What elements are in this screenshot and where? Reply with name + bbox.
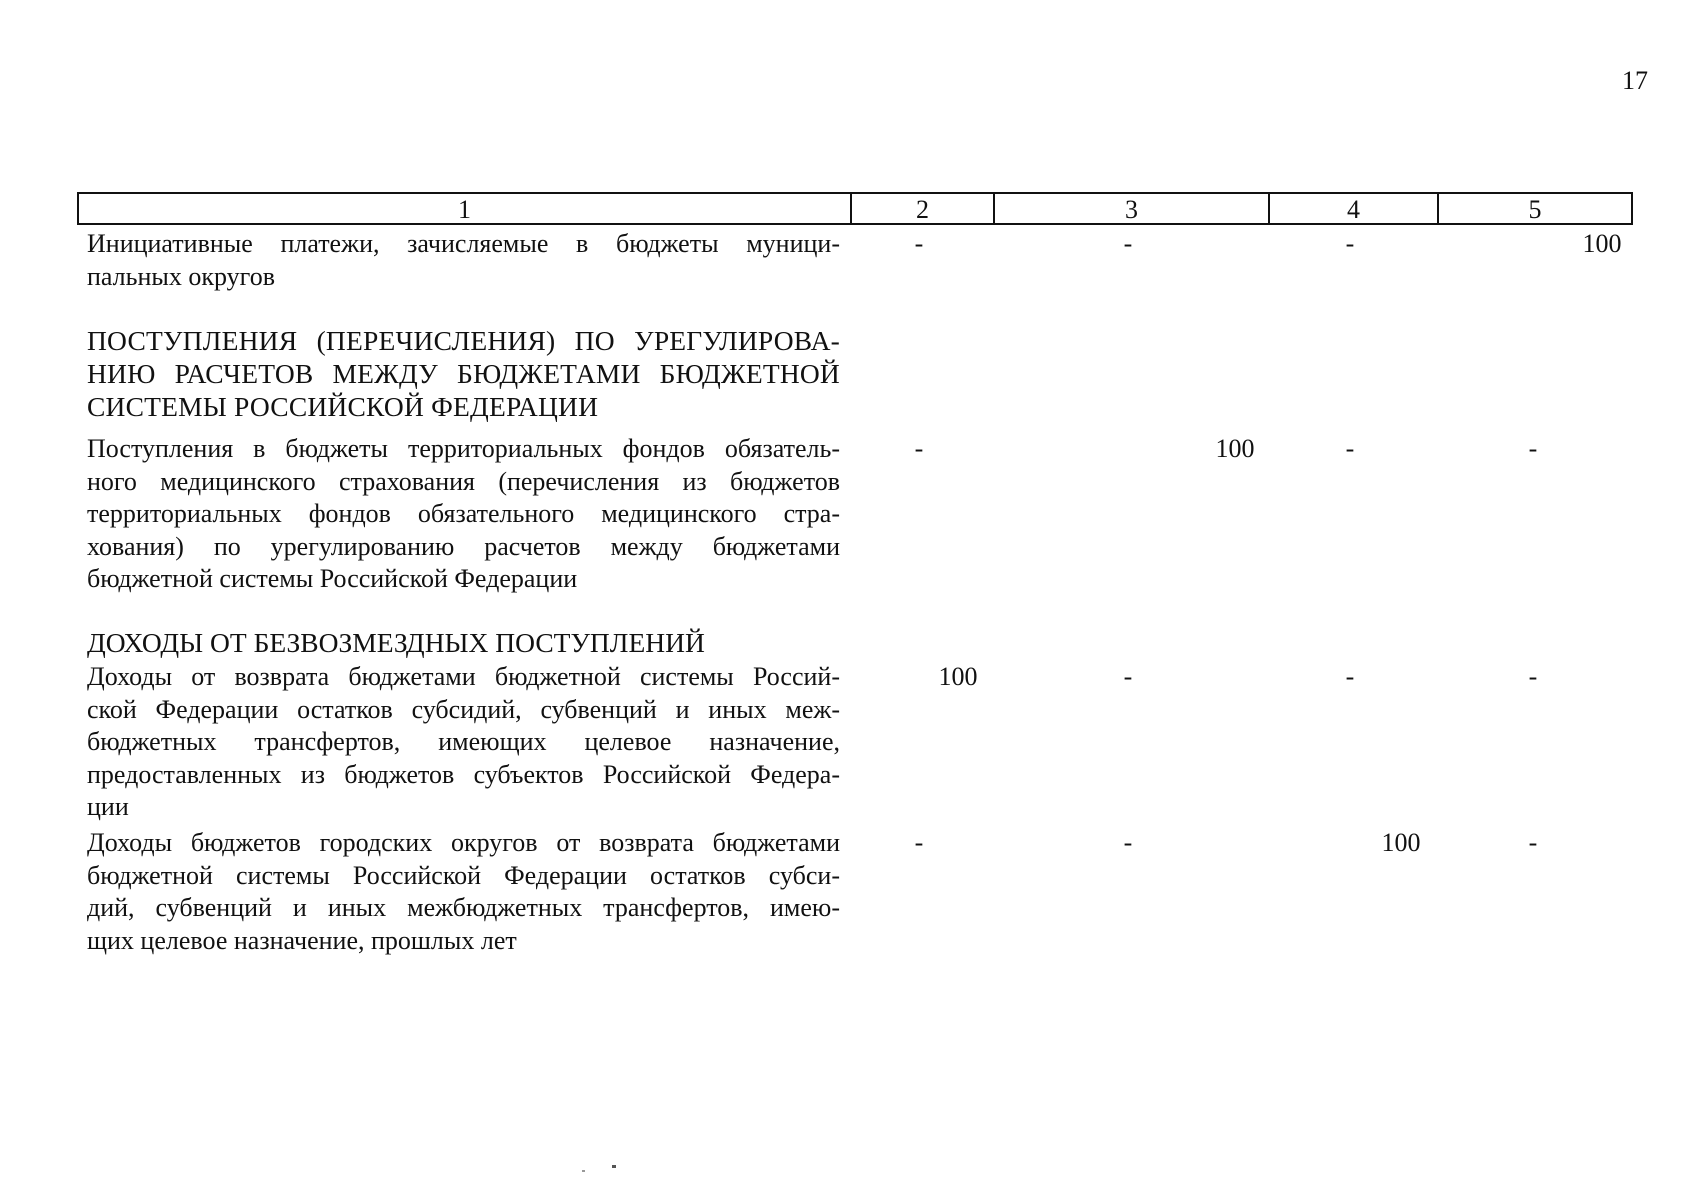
- cell-col-3: -: [1123, 828, 1133, 857]
- cell-col-3: 100: [1215, 434, 1255, 463]
- row-label-line: ции: [87, 792, 129, 821]
- row-label-line: бюджетной системы Российской Федерации: [87, 564, 578, 593]
- cell-col-4: -: [1345, 229, 1355, 258]
- row-label-line: Доходы бюджетов городских округов от возврата бюджетами: [87, 828, 840, 857]
- cell-col-5: -: [1528, 662, 1538, 691]
- cell-col-4: 100: [1381, 828, 1421, 857]
- row-label-line: Поступления в бюджеты территориальных фондов обязатель-: [87, 434, 840, 463]
- scan-artifact: [612, 1165, 616, 1168]
- cell-col-5: -: [1528, 828, 1538, 857]
- cell-col-2: -: [914, 828, 924, 857]
- section-heading-line: СИСТЕМЫ РОССИЙСКОЙ ФЕДЕРАЦИИ: [87, 391, 599, 422]
- row-label: [87, 433, 840, 596]
- row-label: [87, 228, 840, 293]
- row-label-line: ного медицинского страхования (перечисления из бюджетов: [87, 466, 840, 496]
- column-header-4: 4: [1270, 194, 1439, 223]
- section-heading-line: ПОСТУПЛЕНИЯ (ПЕРЕЧИСЛЕНИЯ) ПО УРЕГУЛИРОВА-: [87, 325, 840, 356]
- row-label-line: хования) по урегулированию расчетов между бюджетами: [87, 531, 840, 561]
- column-header-5: 5: [1528, 195, 1542, 224]
- cell-col-4: -: [1345, 434, 1355, 463]
- cell-col-3: -: [1123, 229, 1133, 258]
- row-label: [87, 661, 840, 824]
- page-number: 17: [1622, 66, 1648, 95]
- column-header-1: 1: [79, 194, 852, 223]
- row-label-line: дий, субвенций и иных межбюджетных трансфертов, имею-: [87, 893, 840, 922]
- cell-col-5: -: [1528, 434, 1538, 463]
- row-label-line: пальных округов: [87, 261, 275, 291]
- section-heading-text: [87, 324, 840, 423]
- section-heading-text: [87, 626, 840, 659]
- cell-col-2: 100: [938, 662, 978, 691]
- row-label: [87, 827, 840, 957]
- column-header-3: 3: [995, 194, 1270, 223]
- row-label-line: бюджетной системы Российской Федерации остатков субси-: [87, 860, 840, 890]
- row-label-line: предоставленных из бюджетов субъектов Российской Федера-: [87, 759, 840, 789]
- row-label-line: Инициативные платежи, зачисляемые в бюджеты муници-: [87, 229, 840, 258]
- cell-col-2: -: [914, 229, 924, 258]
- row-label-line: щих целевое назначение, прошлых лет: [87, 925, 517, 955]
- table-header: [77, 192, 1633, 225]
- row-label-line: ской Федерации остатков субсидий, субвенций и иных меж-: [87, 694, 840, 724]
- cell-col-5: 100: [1582, 229, 1622, 258]
- cell-col-2: -: [914, 434, 924, 463]
- scan-artifact: [582, 1170, 585, 1172]
- row-label-line: Доходы от возврата бюджетами бюджетной системы Россий-: [87, 662, 840, 691]
- row-label-line: бюджетных трансфертов, имеющих целевое назначение,: [87, 727, 840, 756]
- cell-col-4: -: [1345, 662, 1355, 691]
- section-heading-line: ДОХОДЫ ОТ БЕЗВОЗМЕЗДНЫХ ПОСТУПЛЕНИЙ: [87, 627, 705, 658]
- cell-col-3: -: [1123, 662, 1133, 691]
- row-label-line: территориальных фондов обязательного медицинского стра-: [87, 499, 840, 528]
- column-header-2: 2: [852, 194, 995, 223]
- section-heading-line: НИЮ РАСЧЕТОВ МЕЖДУ БЮДЖЕТАМИ БЮДЖЕТНОЙ: [87, 358, 840, 389]
